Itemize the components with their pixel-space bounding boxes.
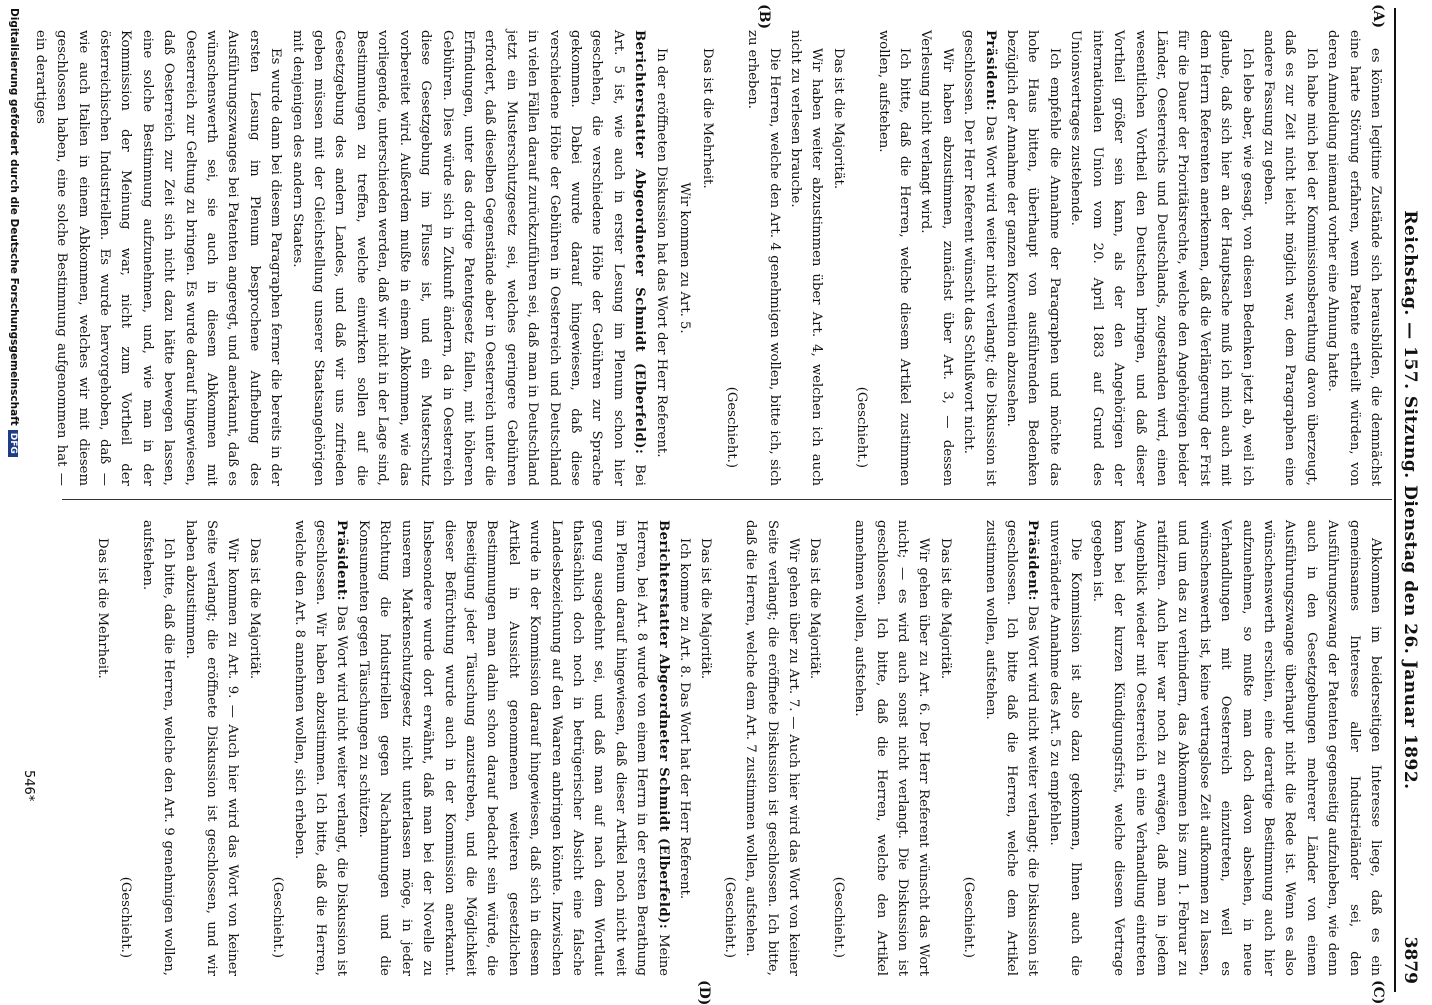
text-paragraph: Das ist die Majorität. [246, 538, 262, 680]
stage-direction: (Geschieht.) [854, 386, 870, 468]
header-title: Reichstag. — 157. Sitzung. Dienstag den 26. Januar 1892. [1400, 210, 1420, 790]
speaker-name: Präsident: [334, 520, 350, 602]
speech-text: Das Wort wird nicht weiter verlangt, die Diskussion ist geschlossen. Wir haben abzustimmen. Ich bitte, daß die Herren, welche den Art. 8 annehmen wollen, sich erheben. [291, 520, 350, 976]
text-paragraph: Die Herren, welche den Art. 4 genehmigen wollen, bitte ich, sich zu erheben. [745, 30, 782, 486]
text-paragraph: Abkommen im beiderseitigen Interesse liege, daß es ein gemeinsames Interesse aller Industrieländer sei, den Ausführungszwang der Patenten gegenseitig aufzuheben, wie denn auch in den Gesetzgebungen mehrerer Länder von einem Ausführungszwange überhaupt nicht die Rede ist. Wenn es also wünschenswerth erschien, eine derartige Bestimmung auch hier aufzunehmen, so mußte man doch davon absehen, in neue Verhandlungen mit Oesterreich einzutreten, weil es wünschenswerth ist, keine vertragslose Zeit aufkommen zu lassen, und um das zu verhindern, das Abkommen bis zum 1. Februar zu ratifiziren. Auch hier war noch zu erwägen, daß man in jedem Augenblick wieder mit Oesterreich in eine Verhandlung eintreten kann bei der kurzen Kündigungsfrist, welche diesem Vertrage gegeben ist. [1089, 520, 1383, 976]
sheet-number: 546* [21, 770, 36, 802]
speaker-name: Berichterstatter Abgeordneter Schmidt (Elberfeld): [655, 520, 671, 930]
speaker-name: Präsident: [1025, 520, 1041, 602]
speech-paragraph [288, 520, 352, 976]
page-header [1394, 8, 1422, 992]
stage-direction: (Geschieht.) [270, 876, 286, 958]
speech-paragraph [353, 520, 674, 976]
margin-marker-a: (A) [1370, 4, 1386, 29]
text-paragraph: Die Kommission ist also dazu gekommen, Ihnen auch die unveränderte Annahme des Art. 5 zu empfehlen. [1046, 520, 1084, 976]
margin-marker-d: (D) [696, 980, 712, 1005]
margin-marker-c: (C) [1370, 980, 1386, 1005]
stage-direction: (Geschieht.) [118, 876, 134, 958]
text-paragraph: Ich bitte, daß die Herren, welche den Art. 9 genehmigen wollen, aufstehen. [139, 520, 177, 976]
text-paragraph: Wir gehen über zu Art. 7. — Auch hier wird das Wort von keiner Seite verlangt; die eröffnete Diskussion ist geschlossen. Ich bitte, daß die Herren, welche dem Art. 7 zustimmen wollen, aufstehen. [743, 520, 802, 976]
text-paragraph: Ich lebe aber, wie gesagt, von diesen Bedenken jetzt ab, weil ich glaube, daß sich hier an der Hauptsache muß ich mich auch mit dem Herrn Referenten anerkennen, daß die Verlängerung der Frist für die Dauer der Prioritätsrechte, welche den Angehörigen beider Länder, Oesterreichs und Deutschlands, zugestanden wird, einen wesentlichen Vortheil den Deutschen bringen, und daß dieser Vortheil größer sein kann, als der den Angehörigen der internationalen Union vom 20. April 1883 auf Grund des Unionsvertrages zustehende. [1068, 30, 1255, 486]
page-footer [2, 0, 36, 1000]
speech-paragraph [979, 520, 1043, 976]
text-paragraph: Ich empfehle die Annahme der Paragraphen und möchte das hohe Haus bitten, überhaupt von ausführenden Bedenken bezüglich der Annahme der ganzen Konvention abzusehen. [1004, 30, 1062, 486]
text-paragraph: Das ist die Majorität. [830, 48, 846, 190]
text-paragraph: Das ist die Mehrheit. [95, 538, 111, 679]
column-divider [62, 499, 1392, 500]
page-number: 3879 [1400, 936, 1420, 984]
margin-marker-b: (B) [756, 4, 772, 30]
stage-direction: (Geschieht.) [830, 876, 846, 958]
text-paragraph: es können legitime Zustände sich herausbilden, die demnächst eine harte Störung erfahren, wenn Patente ertheilt würden, von deren Anmeldung niemand vorher eine Ahnung hatte. [1325, 30, 1383, 486]
right-column [66, 520, 1386, 976]
digitization-text: Digitalisierung gefördert durch die Deutsche Forschungsgemeinschaft [8, 8, 20, 426]
dfg-logo: DFG [8, 430, 18, 457]
text-paragraph: Wir gehen über zu Art. 6. Der Herr Referent wünscht das Wort nicht; — es wird auch sonst nicht verlangt. Die Diskussion ist geschlossen. Ich bitte, daß die Herren, welche den Artikel annehmen wollen, aufstehen. [852, 520, 932, 976]
left-column [32, 30, 1386, 486]
text-paragraph: Wir haben weiter abzustimmen über Art. 4, welchen ich auch nicht zu verlesen brauche. [788, 30, 825, 486]
stage-direction: (Geschieht.) [721, 876, 737, 958]
text-paragraph: Ich bitte, daß die Herren, welche diesem Artikel zustimmen wollen, aufstehen. [875, 30, 913, 486]
digitization-note [8, 8, 20, 457]
text-paragraph: Ich komme zu Art. 8. Das Wort hat der Herr Referent. [677, 538, 692, 900]
speech-text: Das Wort wird nicht weiter verlangt; die Diskussion ist geschlossen. Ich bitte daß die Herren, welche dem Artikel zustimmen wollen, aufstehen. [982, 520, 1041, 976]
speaker-name: Berichterstatter Abgeordneter Schmidt (Elberfeld): [632, 30, 648, 455]
text-paragraph: Wir kommen zu Art. 5. [677, 182, 692, 334]
speech-text: Meine Herren, bei Art. 8 wurde von einem Herrn in der ersten Berathung im Plenum darauf hingewiesen, daß dieser Artikel noch nicht weit genug ausgedehnt sei, und daß man auf nach dem Wortlaut thatsächlich doch noch in betrügerischer Absicht eine falsche Landesbezeichnung auf den Waaren anbringen könnte. Inzwischen wurde in der Kommission darauf hingewiesen, daß sich in diesem Artikel in Aussicht genommenen weiteren gesetzlichen Bestimmungen man dahin schon darauf bedacht sein würde, die Beseitigung jeder Täuschung anzustreben, und die Möglichkeit dieser Befürchtung wurde auch in der Kommission anerkannt. Insbesondere wurde dort erwähnt, daß man bei der Novelle zu unserem Markenschutzgesetz nicht unterlassen möge, in jeder Richtung die Industriellen gegen Nachahmungen und die Konsumenten gegen Täuschungen zu schützen. [355, 520, 671, 976]
text-paragraph: Das ist die Majorität. [807, 538, 823, 680]
text-paragraph: Das ist die Majorität. [698, 538, 714, 680]
speech-paragraph [958, 30, 1001, 486]
text-paragraph: Ich habe mich bei der Kommissionsberathung davon überzeugt, daß es zur Zeit nicht leicht möglich war, dem Paragraphen eine andere Fassung zu geben. [1260, 30, 1319, 486]
text-paragraph: Das ist die Majorität. [937, 538, 953, 680]
speech-text: Bei Art. 5 ist, wie auch in erster Lesung im Plenum schon hier geschehen, die verschiedene Höhe der Gebühren zur Sprache gekommen. Dabei wurde darauf hingewiesen, daß diese verschiedene Höhe der Gebühren in Oesterreich und Deutschland in vielen Fällen darauf zurückzuführen sei, daß man in Deutschland jetzt ein Musterschutzgesetz sei, welches geringere Gebühren erfordert, daß dieselben Gegenstände aber in Oesterreich unter die Erfindungen, unter das dortige Patentgesetz fallen, mit höheren Gebühren. Dies würde sich in Zukunft ändern, da in Oesterreich diese Gesetzgebung im Flusse ist, und ein Musterschutz vorbereitet wird. Außerdem mußte in einem Abkommen, wie das vorliegende, unterschieden werden, daß wir nicht in der Lage sind, Bestimmungen zu treffen, welche einwirken sollen auf die Gesetzgebung des andern Landes, und daß wir uns zufrieden geben müssen mit der Gleichstellung unserer Staatsangehörigen mit denjenigen des andern Staates. [289, 30, 648, 486]
text-paragraph: Es wurde dann bei diesem Paragraphen ferner die bereits in der ersten Lesung im Plenum besprochene Aufhebung des Ausführungszwanges bei Patenten angeregt, und anerkannt, daß es wünschenswerth sei, sie auch in diesem Abkommen mit Oesterreich zur Geltung zu bringen. Es wurde darauf hingewiesen, daß Oesterreich zur Zeit sich nicht dazu hätte bewegen lassen, eine solche Bestimmung aufzunehmen, und, wie man in der Kommission der Meinung war, nicht zum Vortheil der österreichischen Industriellen. Es wurde hervorgehoben, daß — wie auch Italien in einem Abkommen, welches wir mit diesem geschlossen haben, eine solche Bestimmung aufgenommen hat — ein derartiges [32, 30, 284, 486]
stage-direction: (Geschieht.) [723, 386, 739, 468]
text-paragraph: Wir kommen zu Art. 9. — Auch hier wird das Wort von keiner Seite verlangt; die eröffnete Diskussion ist geschlossen, und wir haben abzustimmen. [182, 520, 241, 976]
text-paragraph: Das ist die Mehrheit. [700, 48, 716, 189]
text-paragraph: Wir haben abzustimmen, zunächst über Art. 3, — dessen Verlesung nicht verlangt wird. [918, 30, 955, 486]
speaker-name: Präsident: [982, 30, 998, 112]
speech-text: Das Wort wird weiter nicht verlangt; die Diskussion ist geschlossen. Der Herr Referent wünscht das Schlußwort nicht. [961, 30, 998, 486]
speech-paragraph [286, 30, 650, 486]
text-paragraph: In der eröffneten Diskussion hat das Wort der Herr Referent. [653, 48, 669, 458]
stage-direction: (Geschieht.) [961, 876, 977, 958]
